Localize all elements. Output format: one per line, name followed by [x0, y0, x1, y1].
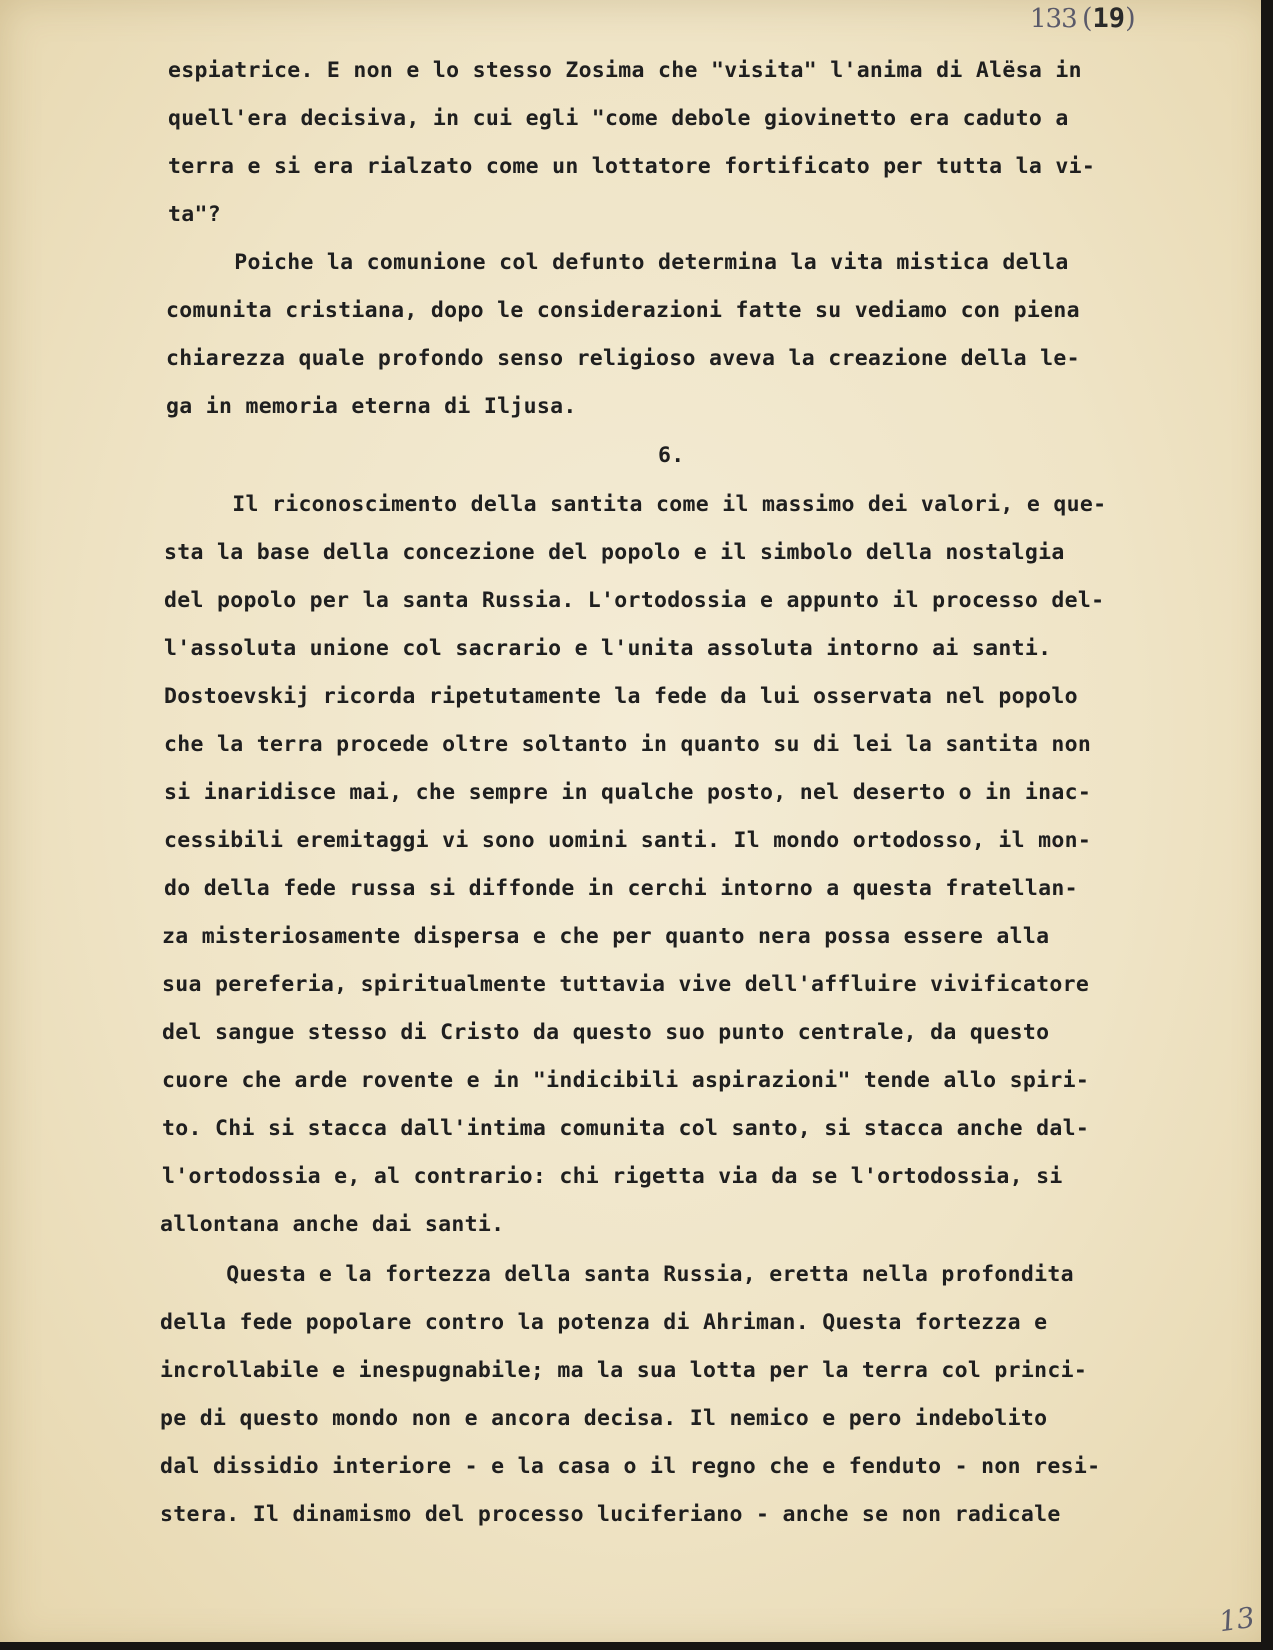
text-line: Dostoevskij ricorda ripetutamente la fede da lui osservata nel popolo	[164, 684, 1078, 709]
text-line: ga in memoria eterna di Iljusa.	[166, 394, 577, 419]
text-line: sua pereferia, spiritualmente tuttavia vive dell'affluire vivificatore	[162, 972, 1090, 997]
folio-mark-annotation: 13	[1217, 1600, 1258, 1639]
text-line: del sangue stesso di Cristo da questo suo punto centrale, da questo	[162, 1020, 1050, 1045]
text-line: della fede popolare contro la potenza di Ahriman. Questa fortezza e	[160, 1310, 1048, 1335]
text-line: Il riconoscimento della santita come il massimo dei valori, e que-	[166, 492, 1107, 517]
text-line: chiarezza quale profondo senso religioso aveva la creazione della le-	[166, 346, 1080, 371]
text-line: del popolo per la santa Russia. L'ortodossia e appunto il processo del-	[164, 588, 1105, 613]
archive-number-annotation: 133	[1030, 4, 1077, 34]
text-line: l'assoluta unione col sacrario e l'unita assoluta intorno ai santi.	[164, 636, 1052, 661]
text-line: quell'era decisiva, in cui egli "come debole giovinetto era caduto a	[168, 106, 1069, 131]
text-line: allontana anche dai santi.	[160, 1212, 505, 1237]
text-line: cessibili eremitaggi vi sono uomini santi. Il mondo ortodosso, il mon-	[164, 828, 1092, 853]
scan-edge-right	[1261, 0, 1273, 1650]
text-line: l'ortodossia e, al contrario: chi rigetta via da se l'ortodossia, si	[162, 1164, 1063, 1189]
text-line: pe di questo mondo non e ancora decisa. Il nemico e pero indebolito	[160, 1406, 1048, 1431]
text-line: incrollabile e inespugnabile; ma la sua lotta per la terra col princi-	[160, 1358, 1088, 1383]
text-line: Poiche la comunione col defunto determina la vita mistica della	[168, 250, 1069, 275]
text-line: comunita cristiana, dopo le considerazioni fatte su vediamo con piena	[166, 298, 1080, 323]
section-number: 6.	[658, 443, 685, 468]
text-line: to. Chi si stacca dall'intima comunita col santo, si stacca anche dal-	[162, 1116, 1090, 1141]
text-line: cuore che arde rovente e in "indicibili aspirazioni" tende allo spiri-	[162, 1068, 1090, 1093]
text-line: do della fede russa si diffonde in cerchi intorno a questa fratellan-	[164, 876, 1078, 901]
text-line: stera. Il dinamismo del processo luciferiano - anche se non radicale	[160, 1502, 1061, 1527]
page-number	[1082, 3, 1136, 34]
text-line: terra e si era rialzato come un lottatore fortificato per tutta la vi-	[168, 154, 1096, 179]
text-line: che la terra procede oltre soltanto in quanto su di lei la santita non	[164, 732, 1092, 757]
text-line: si inaridisce mai, che sempre in qualche posto, nel deserto o in inac-	[164, 780, 1092, 805]
open-paren: (	[1082, 3, 1093, 34]
text-line: sta la base della concezione del popolo e il simbolo della nostalgia	[164, 540, 1065, 565]
text-line: dal dissidio interiore - e la casa o il regno che e fenduto - non resi-	[160, 1454, 1101, 1479]
text-line: Questa e la fortezza della santa Russia, eretta nella profondita	[160, 1262, 1074, 1287]
page-number-value: 19	[1092, 3, 1126, 34]
scan-edge-bottom	[0, 1642, 1273, 1650]
text-line: espiatrice. E non e lo stesso Zosima che "visita" l'anima di Alësa in	[168, 58, 1082, 83]
text-line: ta"?	[168, 202, 221, 227]
close-paren: )	[1125, 3, 1136, 34]
text-line: za misteriosamente dispersa e che per quanto nera possa essere alla	[162, 924, 1050, 949]
